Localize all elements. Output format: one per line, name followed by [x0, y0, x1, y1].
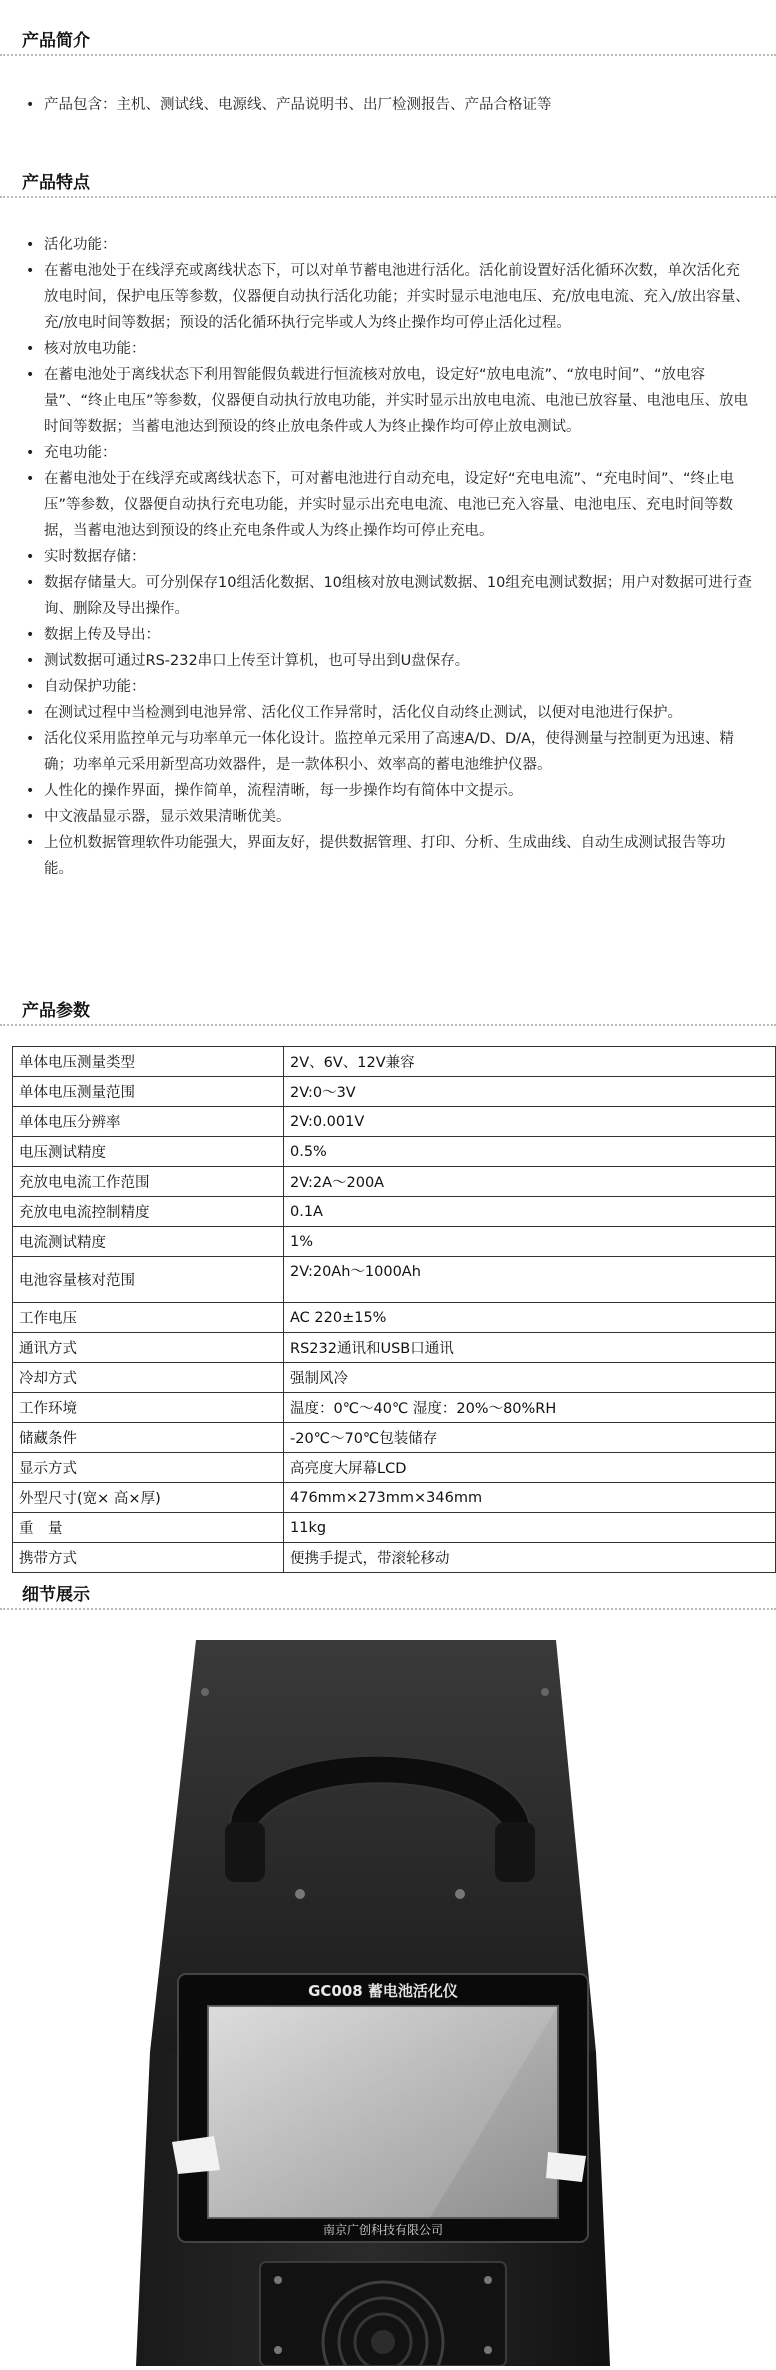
product-photo	[0, 1622, 776, 2366]
table-row	[13, 1107, 776, 1137]
list-item: • 充电功能：	[0, 440, 776, 466]
param-value: 1%	[284, 1227, 776, 1257]
table-row	[13, 1453, 776, 1483]
param-name: 工作电压	[13, 1303, 284, 1333]
list-item: • 核对放电功能：	[0, 336, 776, 362]
table-row	[13, 1303, 776, 1333]
param-value: 2V:20Ah～1000Ah	[284, 1257, 776, 1303]
list-item: • 上位机数据管理软件功能强大，界面友好，提供数据管理、打印、分析、生成曲线、自动生成测试报告等功能。	[0, 830, 776, 882]
section-title: 细节展示	[22, 1585, 90, 1605]
section-divider	[0, 196, 776, 198]
list-item: • 在蓄电池处于在线浮充或离线状态下，可以对单节蓄电池进行活化。活化前设置好活化循环次数，单次活化充放电时间，保护电压等参数，仪器便自动执行活化功能；并实时显示电池电压、充/放电电流、充入/放出容量、充/放电时间等数据；预设的活化循环执行完毕或人为终止操作均可停止活化过程。	[0, 258, 776, 336]
param-value: 0.1A	[284, 1197, 776, 1227]
params-table	[12, 1046, 776, 1573]
param-value: 便携手提式，带滚轮移动	[284, 1543, 776, 1573]
param-value: 强制风冷	[284, 1363, 776, 1393]
param-value: 2V、6V、12V兼容	[284, 1047, 776, 1077]
table-row	[13, 1483, 776, 1513]
list-item: • 自动保护功能：	[0, 674, 776, 700]
param-name: 显示方式	[13, 1453, 284, 1483]
list-item: • 在蓄电池处于在线浮充或离线状态下，可对蓄电池进行自动充电，设定好“充电电流”、“充电时间”、“终止电压”等参数，仪器便自动执行充电功能，并实时显示出充电电流、电池已充入容量、电池电压、充电时间等数据，当蓄电池达到预设的终止充电条件或人为终止操作均可停止充电。	[0, 466, 776, 544]
list-item: • 数据存储量大。可分别保存10组活化数据、10组核对放电测试数据、10组充电测试数据；用户对数据可进行查询、删除及导出操作。	[0, 570, 776, 622]
param-value: 11kg	[284, 1513, 776, 1543]
table-row	[13, 1257, 776, 1303]
table-row	[13, 1137, 776, 1167]
features-list	[0, 232, 776, 882]
param-value: 0.5%	[284, 1137, 776, 1167]
param-name: 电流测试精度	[13, 1227, 284, 1257]
list-item: • 活化功能：	[0, 232, 776, 258]
table-row	[13, 1333, 776, 1363]
list-item: • 测试数据可通过RS-232串口上传至计算机，也可导出到U盘保存。	[0, 648, 776, 674]
param-name: 通讯方式	[13, 1333, 284, 1363]
section-title: 产品参数	[22, 1001, 90, 1021]
param-name: 电池容量核对范围	[13, 1257, 284, 1303]
section-divider	[0, 54, 776, 56]
param-value: -20℃～70℃包装储存	[284, 1423, 776, 1453]
list-item: • 数据上传及导出：	[0, 622, 776, 648]
param-value: RS232通讯和USB口通讯	[284, 1333, 776, 1363]
intro-list	[0, 92, 776, 118]
table-row	[13, 1363, 776, 1393]
param-name: 电压测试精度	[13, 1137, 284, 1167]
list-item: • 中文液晶显示器，显示效果清晰优美。	[0, 804, 776, 830]
param-value: 温度：0℃～40℃ 湿度：20%～80%RH	[284, 1393, 776, 1423]
param-value: 2V:0.001V	[284, 1107, 776, 1137]
device-illustration	[0, 1622, 776, 2366]
section-divider	[0, 1024, 776, 1026]
list-item: • 实时数据存储：	[0, 544, 776, 570]
list-item: • 产品包含：主机、测试线、电源线、产品说明书、出厂检测报告、产品合格证等	[0, 92, 776, 118]
table-row	[13, 1167, 776, 1197]
param-name: 冷却方式	[13, 1363, 284, 1393]
list-item: • 在测试过程中当检测到电池异常、活化仪工作异常时，活化仪自动终止测试，以便对电池进行保护。	[0, 700, 776, 726]
param-name: 工作环境	[13, 1393, 284, 1423]
list-item: • 在蓄电池处于离线状态下利用智能假负载进行恒流核对放电，设定好“放电电流”、“放电时间”、“放电容量”、“终止电压”等参数，仪器便自动执行放电功能，并实时显示出放电电流、电池已放容量、电池电压、放电时间等数据；当蓄电池达到预设的终止放电条件或人为终止操作均可停止放电测试。	[0, 362, 776, 440]
section-header-details	[0, 1568, 776, 1610]
param-value: 476mm×273mm×346mm	[284, 1483, 776, 1513]
section-header-intro	[0, 14, 776, 56]
section-divider	[0, 1608, 776, 1610]
table-row	[13, 1423, 776, 1453]
param-name: 充放电电流工作范围	[13, 1167, 284, 1197]
table-row	[13, 1227, 776, 1257]
section-title: 产品特点	[22, 173, 90, 193]
param-name: 携带方式	[13, 1543, 284, 1573]
param-name: 单体电压分辨率	[13, 1107, 284, 1137]
section-header-params	[0, 984, 776, 1026]
param-value: AC 220±15%	[284, 1303, 776, 1333]
param-value: 高亮度大屏幕LCD	[284, 1453, 776, 1483]
param-name: 外型尺寸(宽× 高×厚)	[13, 1483, 284, 1513]
section-header-features	[0, 156, 776, 198]
param-name: 储藏条件	[13, 1423, 284, 1453]
param-value: 2V:2A～200A	[284, 1167, 776, 1197]
table-row	[13, 1077, 776, 1107]
list-item: • 人性化的操作界面，操作简单，流程清晰，每一步操作均有简体中文提示。	[0, 778, 776, 804]
param-name: 充放电电流控制精度	[13, 1197, 284, 1227]
table-row	[13, 1197, 776, 1227]
list-item: • 活化仪采用监控单元与功率单元一体化设计。监控单元采用了高速A/D、D/A，使得测量与控制更为迅速、精确；功率单元采用新型高功效器件，是一款体积小、效率高的蓄电池维护仪器。	[0, 726, 776, 778]
device-maker-label: 南京广创科技有限公司	[322, 2223, 444, 2237]
section-title: 产品简介	[22, 31, 90, 51]
device-model-label: GC008 蓄电池活化仪	[308, 1982, 458, 2000]
param-name: 重 量	[13, 1513, 284, 1543]
param-name: 单体电压测量范围	[13, 1077, 284, 1107]
table-row	[13, 1513, 776, 1543]
param-name: 单体电压测量类型	[13, 1047, 284, 1077]
table-row	[13, 1393, 776, 1423]
param-value: 2V:0～3V	[284, 1077, 776, 1107]
table-row	[13, 1047, 776, 1077]
